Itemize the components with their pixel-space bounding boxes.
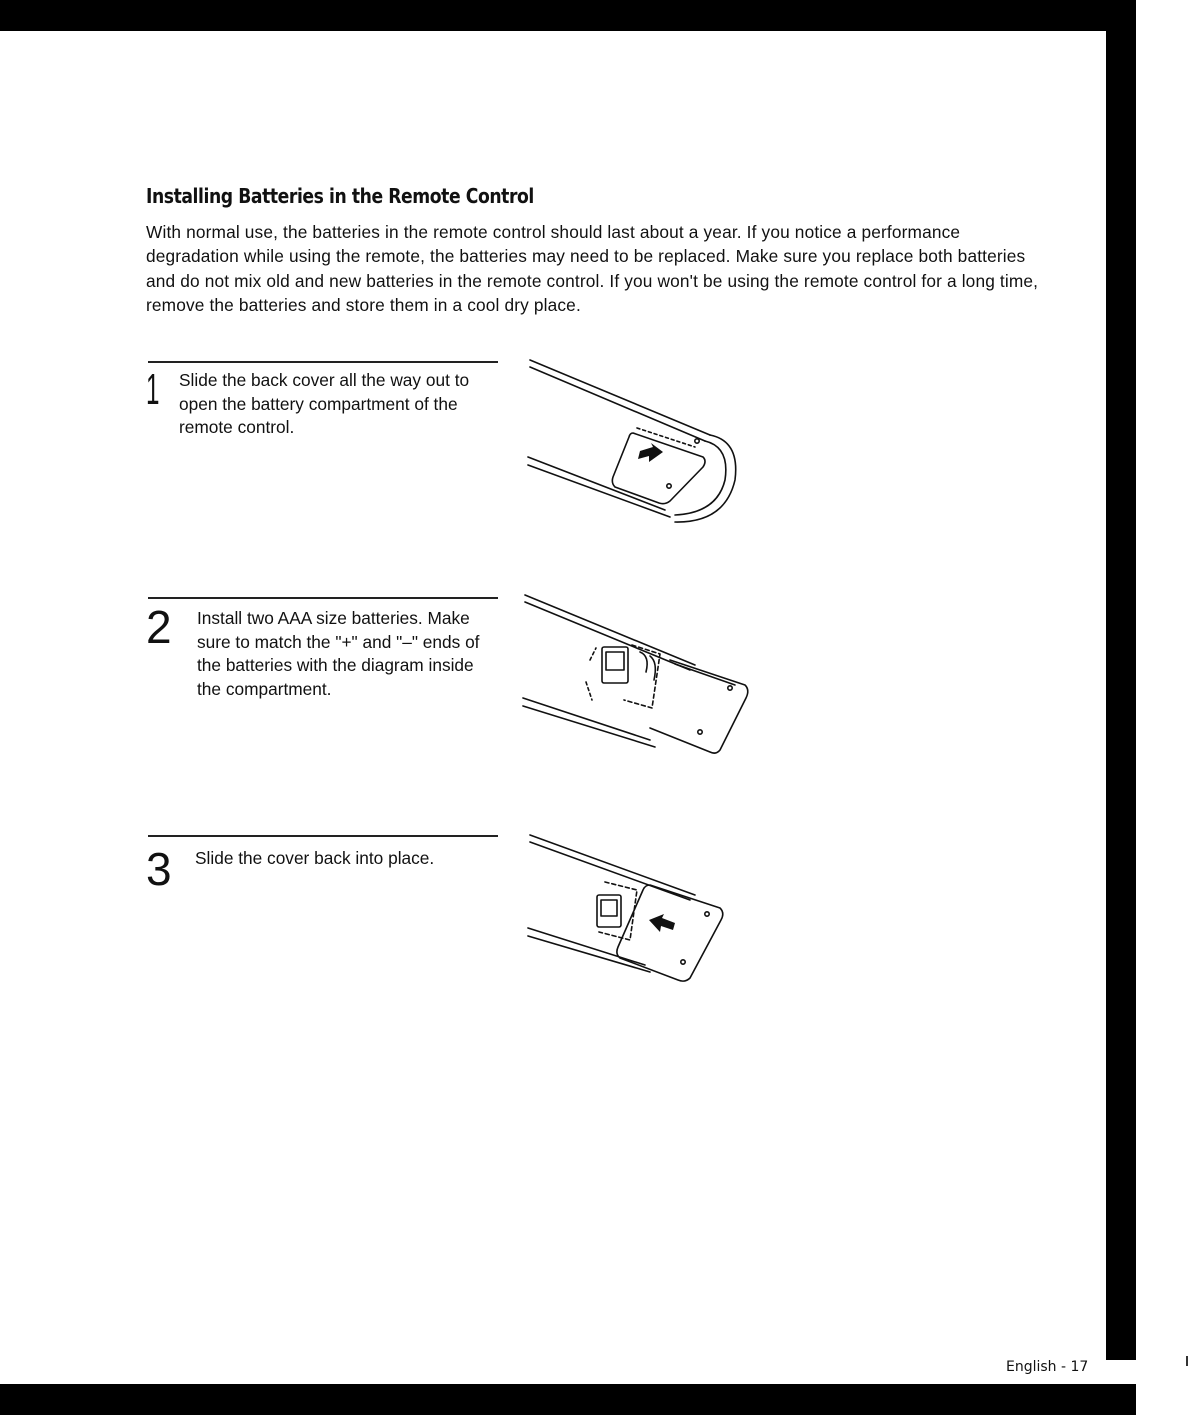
step-1-text: Slide the back cover all the way out to open the battery compartment of the remote control. bbox=[179, 370, 470, 437]
step-3-rule bbox=[148, 835, 498, 837]
step-1-number: 1 bbox=[146, 365, 160, 414]
remote-cover-slide-out-icon bbox=[525, 355, 740, 525]
step-1-rule bbox=[148, 361, 498, 363]
battery-install-icon bbox=[520, 590, 760, 760]
bottom-border-bar bbox=[0, 1384, 1136, 1415]
step-2-rule bbox=[148, 597, 498, 599]
step-2-number: 2 bbox=[146, 601, 172, 653]
step-2-text: Install two AAA size batteries. Make sure to match the "+" and "–" ends of the batteries with the diagram inside the compartment. bbox=[197, 608, 480, 699]
page-number: English - 17 bbox=[1006, 1359, 1089, 1375]
top-border-bar bbox=[0, 0, 1136, 31]
step-3-text: Slide the cover back into place. bbox=[195, 848, 435, 868]
intro-paragraph: With normal use, the batteries in the remote control should last about a year. If you notice a performance degradation while using the remote, the batteries may need to be replaced. Make sure you replace both batteries and do not mix old and new batteries in the remote control. If you won't be using the remote control for a long time, remove the batteries and store them in a cool dry place. bbox=[146, 222, 1039, 315]
edge-mark bbox=[1186, 1356, 1188, 1366]
right-border-bar bbox=[1106, 0, 1136, 1360]
remote-cover-slide-in-icon bbox=[525, 830, 740, 985]
step-3-number: 3 bbox=[146, 843, 172, 895]
section-heading: Installing Batteries in the Remote Control bbox=[146, 184, 534, 208]
